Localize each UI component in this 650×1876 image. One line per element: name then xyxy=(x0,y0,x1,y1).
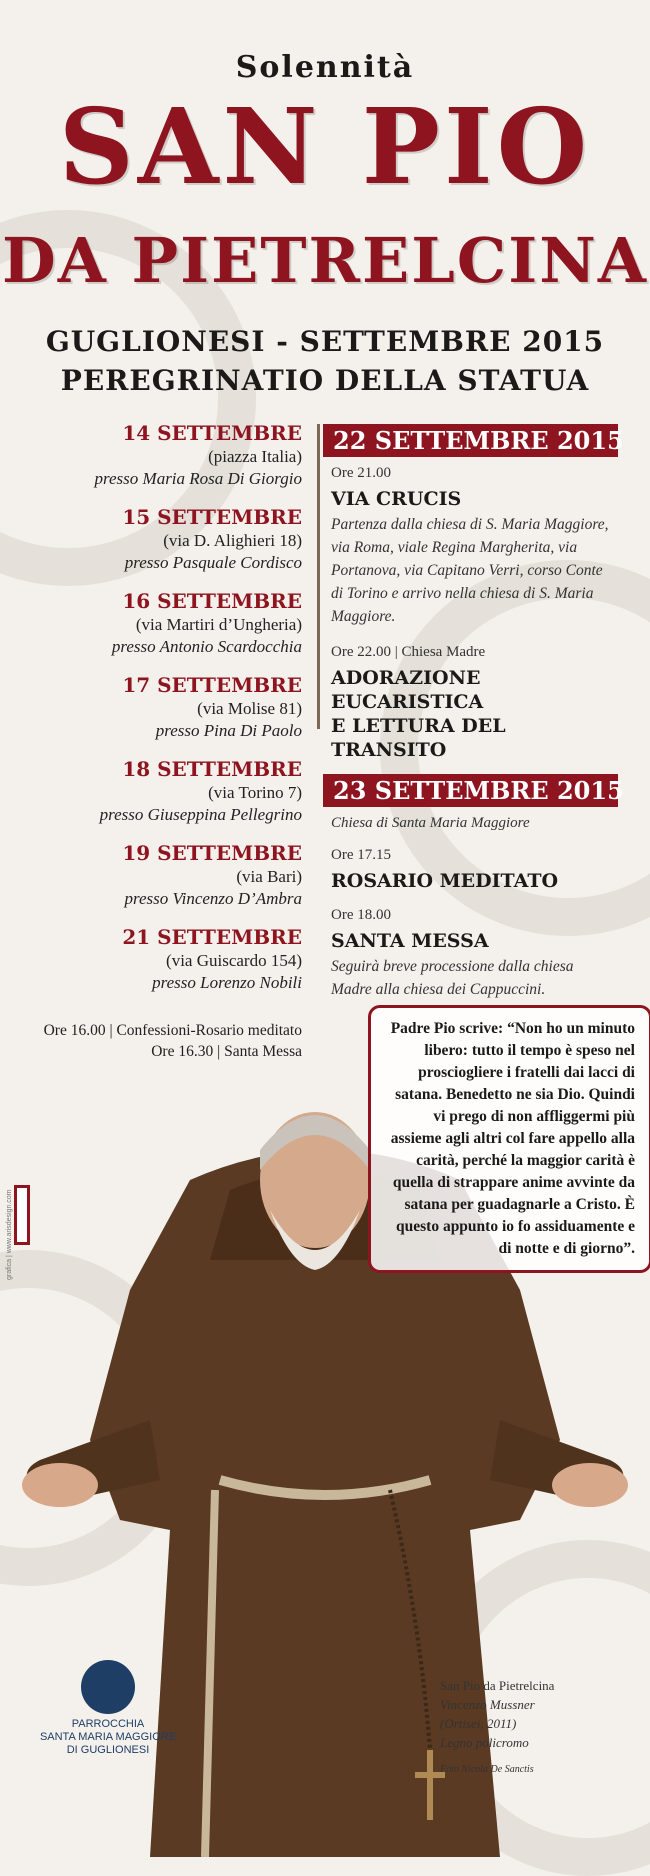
note-santa-messa: Ore 16.30 | Santa Messa xyxy=(151,1043,302,1060)
list-item xyxy=(40,588,302,658)
page-title-line2: DA PIETRELCINA xyxy=(2,224,648,297)
parish-name-line3: DI GUGLIONESI xyxy=(66,1744,150,1756)
day-host: presso Antonio Scardocchia xyxy=(111,637,302,656)
day-date: 16 SETTEMBRE xyxy=(122,589,302,613)
day-date: 18 SETTEMBRE xyxy=(122,757,302,781)
credit-place-year: (Ortisei, 2011) xyxy=(440,1716,517,1731)
day-host: presso Vincenzo D’Ambra xyxy=(124,889,302,908)
day-place: (via Torino 7) xyxy=(208,783,302,802)
solennita-heading: Solennità xyxy=(235,50,415,85)
credit-material: Legno policromo xyxy=(440,1735,529,1750)
event-time: Ore 21.00 xyxy=(331,465,391,481)
list-item xyxy=(40,924,302,994)
parish-logo xyxy=(28,1660,188,1757)
day-host: presso Pasquale Cordisco xyxy=(124,553,302,572)
event-title-transito: E LETTURA DEL TRANSITO xyxy=(331,715,506,761)
subtitle-peregrinatio: PEREGRINATIO DELLA STATUA xyxy=(60,364,590,397)
day-date: 17 SETTEMBRE xyxy=(122,673,302,697)
list-item xyxy=(40,504,302,574)
event-time: Ore 17.15 xyxy=(331,847,391,863)
column-divider xyxy=(317,424,320,729)
daily-schedule-notes xyxy=(10,1020,302,1062)
subtitle-location-date: GUGLIONESI - SETTEMBRE 2015 xyxy=(45,325,605,358)
list-item xyxy=(40,672,302,742)
day-place: (via D. Alighieri 18) xyxy=(163,531,302,550)
day-place: (via Molise 81) xyxy=(197,699,302,718)
designer-credit: grafica | www.arisdesign.com xyxy=(6,1189,13,1280)
event-location: Chiesa di Santa Maria Maggiore xyxy=(331,815,530,831)
event-title-rosario: ROSARIO MEDITATO xyxy=(331,870,559,892)
event-title-via-crucis: VIA CRUCIS xyxy=(331,488,462,510)
day-place: (via Guiscardo 154) xyxy=(166,951,302,970)
day-date: 19 SETTEMBRE xyxy=(122,841,302,865)
day-date: 15 SETTEMBRE xyxy=(122,505,302,529)
day-host: presso Maria Rosa Di Giorgio xyxy=(94,469,302,488)
peregrinatio-list xyxy=(40,420,302,1008)
credit-artist: Vincenzo Mussner xyxy=(440,1697,535,1712)
day-host: presso Lorenzo Nobili xyxy=(152,973,302,992)
credit-photo: Foto Nicola De Sanctis xyxy=(440,1764,534,1775)
day-place: (piazza Italia) xyxy=(208,447,302,466)
parish-emblem-icon xyxy=(81,1660,135,1714)
date-header-23: 23 SETTEMBRE 2015 xyxy=(323,774,618,807)
date-header-22: 22 SETTEMBRE 2015 xyxy=(323,424,618,457)
event-time: Ore 18.00 xyxy=(331,907,391,923)
parish-name-line2: SANTA MARIA MAGGIORE xyxy=(39,1731,177,1743)
list-item xyxy=(40,420,302,490)
list-item xyxy=(40,756,302,826)
main-events xyxy=(331,424,624,1001)
event-description: Seguirà breve processione dalla chiesa Madre alla chiesa dei Cappuccini. xyxy=(331,958,574,998)
credit-title: San Pio da Pietrelcina xyxy=(440,1678,555,1693)
padre-pio-quote: Padre Pio scrive: “Non ho un minuto libero: tutto il tempo è speso nel prosciogliere i fratelli dai lacci di satana. Benedetto ne sia Dio. Quindi vi prego di non affliggermi più assieme agli altri col fare appello alla carità, perché la maggior carità è quella di strappare anime avvinte da satana per guadagnarle a Cristo. È questo appunto io fo assiduamente e di notte e di giorno”. xyxy=(368,1005,650,1273)
note-confessioni: Ore 16.00 | Confessioni-Rosario meditato xyxy=(43,1022,302,1039)
day-host: presso Giuseppina Pellegrino xyxy=(99,805,302,824)
day-place: (via Bari) xyxy=(236,867,302,886)
event-title-adorazione: ADORAZIONE EUCARISTICA xyxy=(331,667,484,713)
day-date: 21 SETTEMBRE xyxy=(122,925,302,949)
day-date: 14 SETTEMBRE xyxy=(122,421,302,445)
statue-credit xyxy=(440,1676,620,1779)
event-time: Ore 22.00 | Chiesa Madre xyxy=(331,644,486,660)
parish-name-line1: PARROCCHIA xyxy=(71,1718,145,1730)
event-title-santa-messa: SANTA MESSA xyxy=(331,930,489,952)
day-place: (via Martiri d’Ungheria) xyxy=(135,615,302,634)
day-host: presso Pina Di Paolo xyxy=(155,721,302,740)
event-description: Partenza dalla chiesa di S. Maria Maggiore, via Roma, viale Regina Margherita, via Portanova, via Capitano Verri, corso Conte di Torino e arrivo nella chiesa di S. Maria Maggiore. xyxy=(331,516,609,625)
aris-logo xyxy=(14,1185,30,1245)
list-item xyxy=(40,840,302,910)
page-title: SAN PIO xyxy=(58,85,592,208)
